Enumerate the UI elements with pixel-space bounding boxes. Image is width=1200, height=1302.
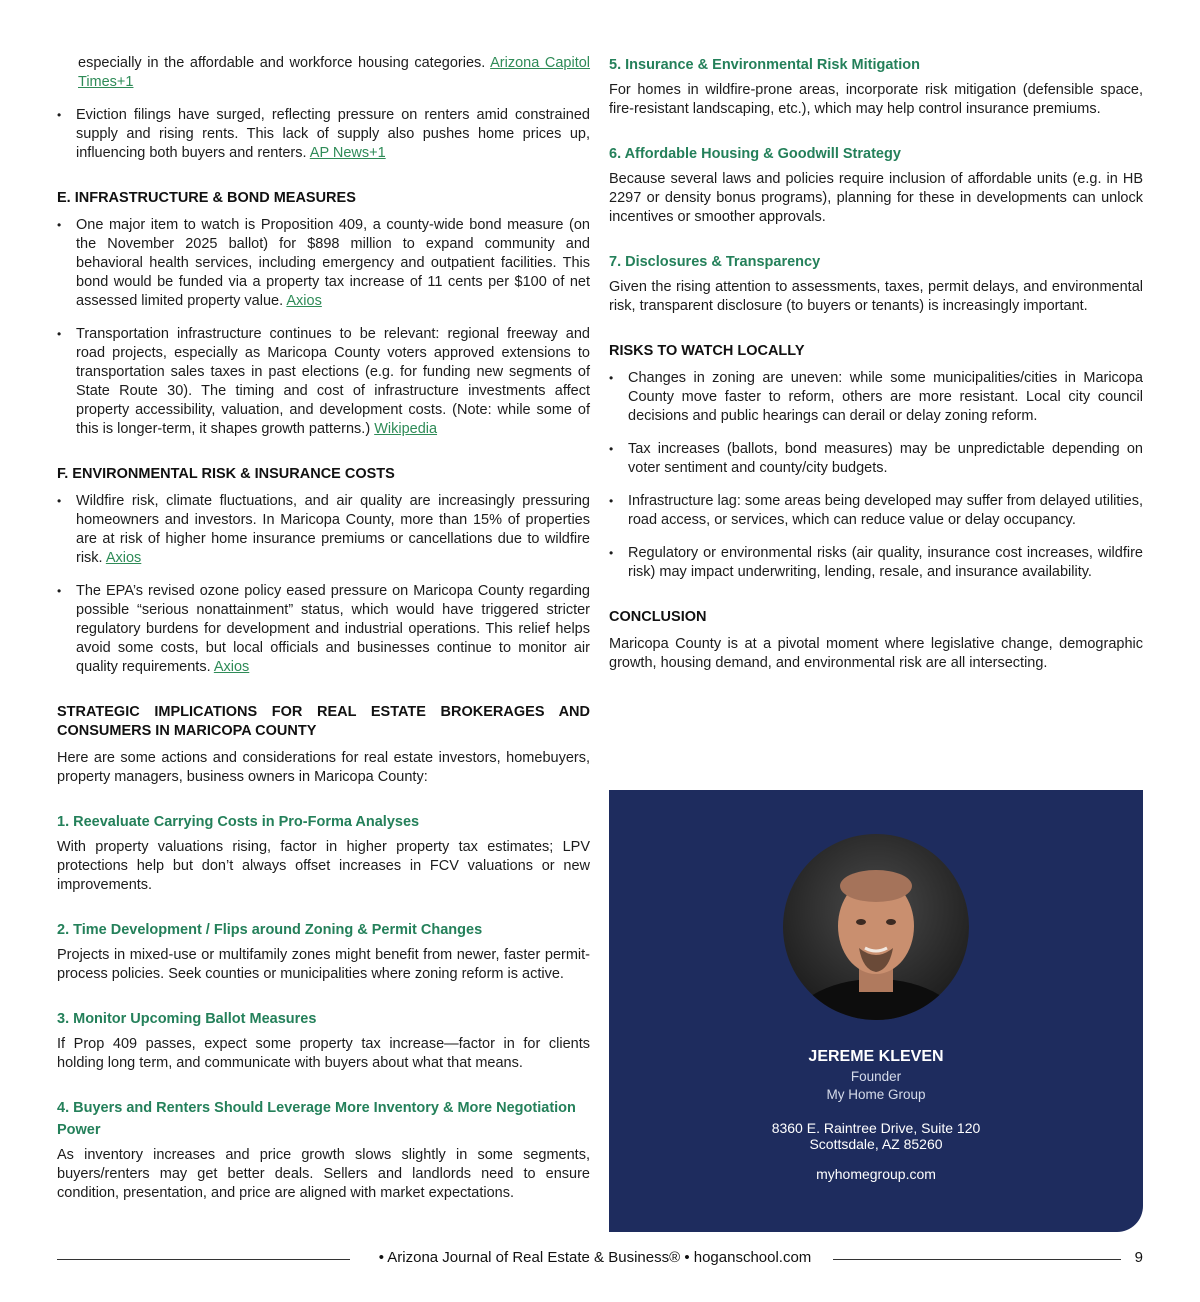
author-profile-card: [609, 790, 1143, 1232]
environmental-list: [57, 492, 590, 677]
housing-bullet-list: [57, 106, 590, 163]
axios-link[interactable]: Axios: [105, 550, 142, 566]
list-item: • Eviction filings have surged, reflecting pressure on renters amid constrained supply and rising rents. This lack of supply also pushes home prices up, influencing both buyers and renters. AP News+1: [57, 106, 590, 163]
author-name: JEREME KLEVEN: [808, 1048, 944, 1065]
left-column: [57, 54, 590, 1203]
strategic-heading: STRATEGIC IMPLICATIONS FOR REAL ESTATE BROKERAGES AND CONSUMERS IN MARICOPA COUNTY: [57, 704, 590, 739]
list-item: • Transportation infrastructure continues to be relevant: regional freeway and road projects, especially as Maricopa County voters approved extensions to transportation sales taxes in past elections (e.g. for funding new segments of State Route 30). The timing and cost of infrastructure investments affect property accessibility, valuation, and development costs. (Note: while some of this is longer-term, it shapes growth patterns.) Wikipedia: [57, 325, 590, 439]
axios-link[interactable]: Axios: [213, 659, 250, 675]
ap-news-link[interactable]: AP News+1: [309, 145, 386, 161]
list-item: • Changes in zoning are uneven: while some municipalities/cities in Maricopa County move faster to reform, others are more resistant. Local city council decisions and public hearings can derail or delay zoning reform.: [609, 369, 1143, 426]
page-number: 9: [1134, 1249, 1143, 1266]
strategy-1-text: With property valuations rising, factor in higher property tax estimates; LPV protections help but don’t always offset increases in FCV valuations or new improvements.: [57, 839, 590, 893]
list-item: • One major item to watch is Proposition 409, a county-wide bond measure (on the November 2025 ballot) for $898 million to expand community and behavioral health services, including emergency and outpatient facilities. This bond would be funded via a property tax increase of 11 cents per $100 of net assessed limited property value. Axios: [57, 216, 590, 311]
strategy-5-title: 5. Insurance & Environmental Risk Mitigation: [609, 57, 921, 73]
list-item: • Regulatory or environmental risks (air quality, insurance cost increases, wildfire risk) may impact underwriting, lending, resale, and insurance availability.: [609, 544, 1143, 582]
footer-rule-left: [57, 1259, 350, 1260]
axios-link[interactable]: Axios: [286, 293, 322, 309]
footer-publication: • Arizona Journal of Real Estate & Business® • hoganschool.com: [378, 1249, 812, 1266]
strategy-7-title: 7. Disclosures & Transparency: [609, 254, 821, 270]
right-column: [609, 54, 1143, 673]
conclusion-text: Maricopa County is at a pivotal moment where legislative change, demographic growth, housing demand, and environmental risk are all intersecting.: [609, 636, 1143, 671]
strategy-7-text: Given the rising attention to assessments, taxes, permit delays, and environmental risk, transparent disclosure (to buyers or tenants) is increasingly important.: [609, 279, 1143, 314]
arizona-capitol-times-link[interactable]: Arizona Capitol Times+1: [78, 55, 591, 90]
strategy-4-title: 4. Buyers and Renters Should Leverage More Inventory & More Negotiation Power: [57, 1100, 576, 1138]
strategy-6-title: 6. Affordable Housing & Goodwill Strategy: [609, 146, 901, 162]
infrastructure-list: [57, 216, 590, 439]
list-item: • Infrastructure lag: some areas being developed may suffer from delayed utilities, road access, or services, which can reduce value or delay occupancy.: [609, 492, 1143, 530]
strategy-4-text: As inventory increases and price growth slows slightly in some segments, buyers/renters may get better deals. Sellers and landlords need to ensure condition, presentation, and price are aligned with market expectations.: [57, 1147, 590, 1201]
intro-paragraph: especially in the affordable and workforce housing categories. Arizona Capitol Times+1: [78, 55, 591, 90]
strategy-6-text: Because several laws and policies require inclusion of affordable units (e.g. in HB 2297 or density bonus programs), planning for these in developments can unlock incentives or smoother approvals.: [609, 171, 1143, 225]
list-item: • The EPA’s revised ozone policy eased pressure on Maricopa County regarding possible “serious nonattainment” status, which would have triggered stricter regulatory burdens for development and industrial operations. This relief helps avoid some costs, but local officials and businesses continue to monitor air quality requirements. Axios: [57, 582, 590, 677]
author-role: Founder: [850, 1069, 902, 1084]
portrait-image: [783, 834, 969, 1020]
wikipedia-link[interactable]: Wikipedia: [374, 421, 438, 437]
strategy-3-title: 3. Monitor Upcoming Ballot Measures: [57, 1011, 317, 1027]
strategy-5-text: For homes in wildfire-prone areas, incorporate risk mitigation (defensible space, fire-resistant landscaping, etc.), which may help control insurance premiums.: [609, 82, 1143, 117]
conclusion-heading: CONCLUSION: [609, 609, 707, 625]
strategy-2-title: 2. Time Development / Flips around Zoning & Permit Changes: [57, 922, 483, 938]
list-item: • Tax increases (ballots, bond measures) may be unpredictable depending on voter sentiment and county/city budgets.: [609, 440, 1143, 478]
risks-heading: RISKS TO WATCH LOCALLY: [609, 343, 805, 359]
website-link[interactable]: myhomegroup.com: [816, 1166, 936, 1182]
strategy-2-text: Projects in mixed-use or multifamily zones might benefit from newer, faster permit-process policies. Seek counties or municipalities where zoning reform is active.: [57, 947, 590, 982]
author-company: My Home Group: [826, 1087, 926, 1102]
risks-list: [609, 369, 1143, 582]
strategic-intro: Here are some actions and considerations for real estate investors, homebuyers, property managers, business owners in Maricopa County:: [57, 750, 590, 785]
list-item: • Wildfire risk, climate fluctuations, and air quality are increasingly pressuring homeowners and investors. In Maricopa County, more than 15% of properties are at risk of higher home insurance premiums or cancellations due to wildfire risk. Axios: [57, 492, 590, 568]
strategy-1-title: 1. Reevaluate Carrying Costs in Pro-Forma Analyses: [57, 814, 420, 830]
strategy-3-text: If Prop 409 passes, expect some property tax increase—factor in for clients holding long term, and communicate with buyers about what that means.: [57, 1036, 590, 1071]
author-photo: [783, 834, 969, 1020]
section-heading-e: E. INFRASTRUCTURE & BOND MEASURES: [57, 190, 356, 206]
footer-rule-right: [833, 1259, 1121, 1260]
section-heading-f: F. ENVIRONMENTAL RISK & INSURANCE COSTS: [57, 466, 395, 482]
address-line-2: Scottsdale, AZ 85260: [809, 1136, 943, 1152]
address-line-1: 8360 E. Raintree Drive, Suite 120: [771, 1120, 981, 1136]
page-footer: [57, 1249, 1143, 1269]
